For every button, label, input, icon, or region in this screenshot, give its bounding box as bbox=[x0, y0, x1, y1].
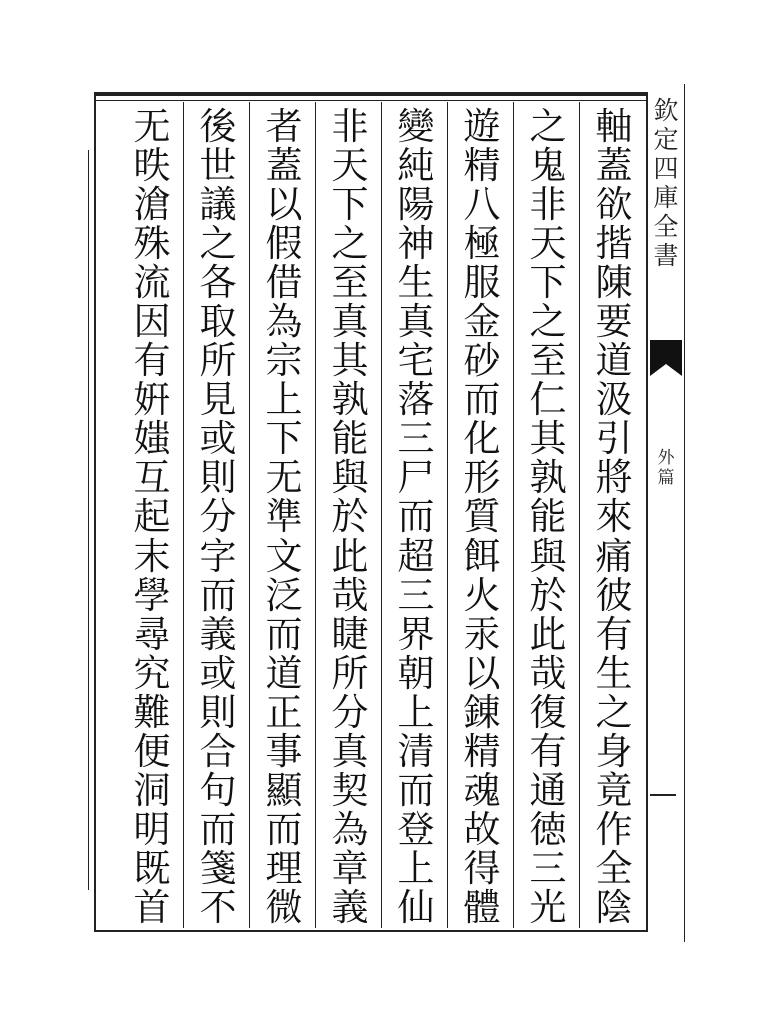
text-char: 假 bbox=[265, 222, 303, 266]
text-char: 分 bbox=[331, 690, 369, 734]
text-char: 仙 bbox=[397, 885, 435, 929]
text-char: 之 bbox=[529, 105, 567, 148]
text-char: 借 bbox=[265, 261, 303, 305]
text-char: 汞 bbox=[463, 612, 501, 656]
text-char: 與 bbox=[529, 534, 567, 578]
text-column bbox=[525, 105, 571, 929]
text-char: 要 bbox=[595, 300, 633, 344]
text-char: 準 bbox=[265, 495, 303, 539]
text-char: 宗 bbox=[265, 339, 303, 383]
text-char: 陽 bbox=[397, 183, 435, 227]
text-char: 所 bbox=[199, 339, 237, 383]
text-char: 其 bbox=[331, 339, 369, 383]
text-column bbox=[261, 105, 307, 929]
text-char: 此 bbox=[529, 612, 567, 656]
text-char: 睫 bbox=[331, 612, 369, 656]
text-char: 句 bbox=[199, 768, 237, 812]
text-char: 於 bbox=[331, 495, 369, 539]
text-char: 尸 bbox=[397, 456, 435, 500]
text-char: 既 bbox=[133, 846, 171, 890]
margin-title-char: 書 bbox=[653, 241, 679, 270]
text-char: 道 bbox=[265, 651, 303, 695]
text-char: 箋 bbox=[199, 846, 237, 890]
text-char: 究 bbox=[133, 651, 171, 695]
text-char: 上 bbox=[397, 846, 435, 890]
text-char: 徳 bbox=[529, 807, 567, 851]
top-border bbox=[96, 92, 646, 96]
text-char: 正 bbox=[265, 690, 303, 734]
text-char: 契 bbox=[331, 768, 369, 812]
text-char: 孰 bbox=[529, 456, 567, 500]
text-column bbox=[129, 105, 175, 929]
text-char: 而 bbox=[397, 768, 435, 812]
text-char: 便 bbox=[133, 729, 171, 773]
text-char: 魂 bbox=[463, 768, 501, 812]
text-char: 復 bbox=[529, 690, 567, 734]
text-char: 揩 bbox=[595, 222, 633, 266]
text-char: 形 bbox=[463, 456, 501, 500]
text-char: 遊 bbox=[463, 105, 501, 148]
text-char: 極 bbox=[463, 222, 501, 266]
text-char: 生 bbox=[397, 261, 435, 305]
text-char: 末 bbox=[133, 534, 171, 578]
text-char: 事 bbox=[265, 729, 303, 773]
text-char: 或 bbox=[199, 651, 237, 695]
text-char: 則 bbox=[199, 456, 237, 500]
text-char: 八 bbox=[463, 183, 501, 227]
text-char: 蓋 bbox=[265, 144, 303, 188]
text-char: 章 bbox=[331, 846, 369, 890]
right-border bbox=[646, 92, 648, 932]
text-char: 後 bbox=[199, 105, 237, 148]
text-char: 於 bbox=[529, 573, 567, 617]
text-char: 尋 bbox=[133, 612, 171, 656]
text-char: 宅 bbox=[397, 339, 435, 383]
margin-section bbox=[652, 448, 680, 488]
text-char: 无 bbox=[265, 456, 303, 500]
text-char: 化 bbox=[463, 417, 501, 461]
text-char: 孰 bbox=[331, 378, 369, 422]
text-char: 世 bbox=[199, 144, 237, 188]
margin-section-char: 外 bbox=[657, 448, 675, 468]
text-char: 合 bbox=[199, 729, 237, 773]
text-char: 洞 bbox=[133, 768, 171, 812]
bottom-border bbox=[96, 930, 646, 932]
text-char: 精 bbox=[463, 144, 501, 188]
text-char: 泛 bbox=[265, 573, 303, 617]
text-char: 天 bbox=[529, 222, 567, 266]
text-char: 竟 bbox=[595, 768, 633, 812]
text-char: 道 bbox=[595, 339, 633, 383]
text-char: 不 bbox=[199, 885, 237, 929]
text-char: 下 bbox=[529, 261, 567, 305]
text-char: 各 bbox=[199, 261, 237, 305]
text-char: 真 bbox=[397, 300, 435, 344]
column-divider bbox=[513, 102, 514, 928]
text-char: 三 bbox=[397, 573, 435, 617]
fish-tail-mark-icon bbox=[648, 338, 684, 378]
outer-right-border bbox=[684, 84, 685, 942]
text-char: 因 bbox=[133, 300, 171, 344]
text-char: 為 bbox=[331, 807, 369, 851]
text-char: 來 bbox=[595, 495, 633, 539]
text-char: 錬 bbox=[463, 690, 501, 734]
text-char: 首 bbox=[133, 885, 171, 929]
text-char: 體 bbox=[463, 885, 501, 929]
text-char: 通 bbox=[529, 768, 567, 812]
text-char: 火 bbox=[463, 573, 501, 617]
text-char: 文 bbox=[265, 534, 303, 578]
text-char: 或 bbox=[199, 417, 237, 461]
column-divider bbox=[183, 102, 184, 928]
text-char: 仁 bbox=[529, 378, 567, 422]
text-char: 陳 bbox=[595, 261, 633, 305]
text-char: 清 bbox=[397, 729, 435, 773]
text-char: 之 bbox=[199, 222, 237, 266]
text-char: 彼 bbox=[595, 573, 633, 617]
text-char: 以 bbox=[463, 651, 501, 695]
text-column bbox=[591, 105, 637, 929]
text-column bbox=[393, 105, 439, 929]
column-divider bbox=[315, 102, 316, 928]
text-char: 无 bbox=[133, 105, 171, 148]
text-char: 至 bbox=[331, 261, 369, 305]
text-char: 互 bbox=[133, 456, 171, 500]
text-char: 殊 bbox=[133, 222, 171, 266]
text-char: 之 bbox=[529, 300, 567, 344]
text-char: 上 bbox=[265, 378, 303, 422]
text-char: 非 bbox=[529, 183, 567, 227]
text-char: 有 bbox=[529, 729, 567, 773]
text-char: 朝 bbox=[397, 651, 435, 695]
text-char: 流 bbox=[133, 261, 171, 305]
text-char: 顯 bbox=[265, 768, 303, 812]
text-char: 落 bbox=[397, 378, 435, 422]
text-char: 身 bbox=[595, 729, 633, 773]
text-char: 媸 bbox=[133, 417, 171, 461]
text-char: 鬼 bbox=[529, 144, 567, 188]
text-char: 天 bbox=[331, 144, 369, 188]
text-char: 此 bbox=[331, 534, 369, 578]
text-char: 見 bbox=[199, 378, 237, 422]
text-char: 神 bbox=[397, 222, 435, 266]
text-char: 全 bbox=[595, 846, 633, 890]
text-char: 汲 bbox=[595, 378, 633, 422]
text-char: 之 bbox=[595, 690, 633, 734]
text-char: 義 bbox=[199, 612, 237, 656]
text-char: 真 bbox=[331, 300, 369, 344]
text-char: 取 bbox=[199, 300, 237, 344]
text-char: 明 bbox=[133, 807, 171, 851]
text-char: 理 bbox=[265, 846, 303, 890]
text-char: 三 bbox=[397, 417, 435, 461]
top-border-inner bbox=[96, 100, 646, 101]
text-char: 以 bbox=[265, 183, 303, 227]
text-char: 軸 bbox=[595, 105, 633, 148]
text-char: 得 bbox=[463, 846, 501, 890]
text-char: 而 bbox=[199, 807, 237, 851]
text-char: 界 bbox=[397, 612, 435, 656]
text-char: 作 bbox=[595, 807, 633, 851]
text-char: 超 bbox=[397, 534, 435, 578]
text-char: 哉 bbox=[331, 573, 369, 617]
text-char: 生 bbox=[595, 651, 633, 695]
margin-tick bbox=[650, 794, 676, 796]
text-char: 則 bbox=[199, 690, 237, 734]
text-char: 其 bbox=[529, 417, 567, 461]
text-char: 義 bbox=[331, 885, 369, 929]
text-char: 餌 bbox=[463, 534, 501, 578]
text-char: 光 bbox=[529, 885, 567, 929]
text-char: 下 bbox=[331, 183, 369, 227]
text-char: 登 bbox=[397, 807, 435, 851]
column-divider bbox=[579, 102, 580, 928]
text-char: 蓋 bbox=[595, 144, 633, 188]
margin-title-char: 四 bbox=[653, 154, 679, 183]
text-column bbox=[327, 105, 373, 929]
text-char: 欲 bbox=[595, 183, 633, 227]
text-char: 學 bbox=[133, 573, 171, 617]
margin-title bbox=[650, 96, 682, 270]
text-char: 而 bbox=[265, 612, 303, 656]
text-char: 下 bbox=[265, 417, 303, 461]
text-char: 微 bbox=[265, 885, 303, 929]
left-border bbox=[94, 92, 96, 932]
text-char: 有 bbox=[133, 339, 171, 383]
text-char: 而 bbox=[397, 495, 435, 539]
text-char: 痛 bbox=[595, 534, 633, 578]
margin-title-char: 庫 bbox=[653, 183, 679, 212]
text-char: 金 bbox=[463, 300, 501, 344]
text-char: 有 bbox=[595, 612, 633, 656]
text-char: 字 bbox=[199, 534, 237, 578]
text-char: 真 bbox=[331, 729, 369, 773]
text-char: 哉 bbox=[529, 651, 567, 695]
text-column bbox=[195, 105, 241, 929]
text-char: 引 bbox=[595, 417, 633, 461]
text-char: 質 bbox=[463, 495, 501, 539]
text-char: 砂 bbox=[463, 339, 501, 383]
text-char: 將 bbox=[595, 456, 633, 500]
text-char: 姸 bbox=[133, 378, 171, 422]
text-char: 者 bbox=[265, 105, 303, 148]
text-char: 難 bbox=[133, 690, 171, 734]
text-char: 而 bbox=[199, 573, 237, 617]
text-char: 而 bbox=[463, 378, 501, 422]
text-char: 之 bbox=[331, 222, 369, 266]
margin-title-char: 欽 bbox=[653, 96, 679, 125]
text-char: 變 bbox=[397, 105, 435, 148]
text-char: 三 bbox=[529, 846, 567, 890]
text-char: 服 bbox=[463, 261, 501, 305]
text-char: 能 bbox=[331, 417, 369, 461]
text-char: 滄 bbox=[133, 183, 171, 227]
column-divider bbox=[447, 102, 448, 928]
text-char: 陰 bbox=[595, 885, 633, 929]
text-char: 為 bbox=[265, 300, 303, 344]
text-char: 與 bbox=[331, 456, 369, 500]
text-char: 起 bbox=[133, 495, 171, 539]
margin-section-char: 篇 bbox=[657, 468, 675, 488]
margin-title-char: 定 bbox=[653, 125, 679, 154]
text-char: 上 bbox=[397, 690, 435, 734]
text-char: 非 bbox=[331, 105, 369, 148]
text-char: 而 bbox=[265, 807, 303, 851]
text-char: 純 bbox=[397, 144, 435, 188]
text-char: 昳 bbox=[133, 144, 171, 188]
column-divider bbox=[381, 102, 382, 928]
text-char: 能 bbox=[529, 495, 567, 539]
column-divider bbox=[249, 102, 250, 928]
margin-title-char: 全 bbox=[653, 212, 679, 241]
text-char: 至 bbox=[529, 339, 567, 383]
text-char: 分 bbox=[199, 495, 237, 539]
left-border-outer bbox=[88, 150, 89, 890]
text-char: 故 bbox=[463, 807, 501, 851]
text-char: 議 bbox=[199, 183, 237, 227]
text-column bbox=[459, 105, 505, 929]
text-char: 所 bbox=[331, 651, 369, 695]
text-char: 精 bbox=[463, 729, 501, 773]
